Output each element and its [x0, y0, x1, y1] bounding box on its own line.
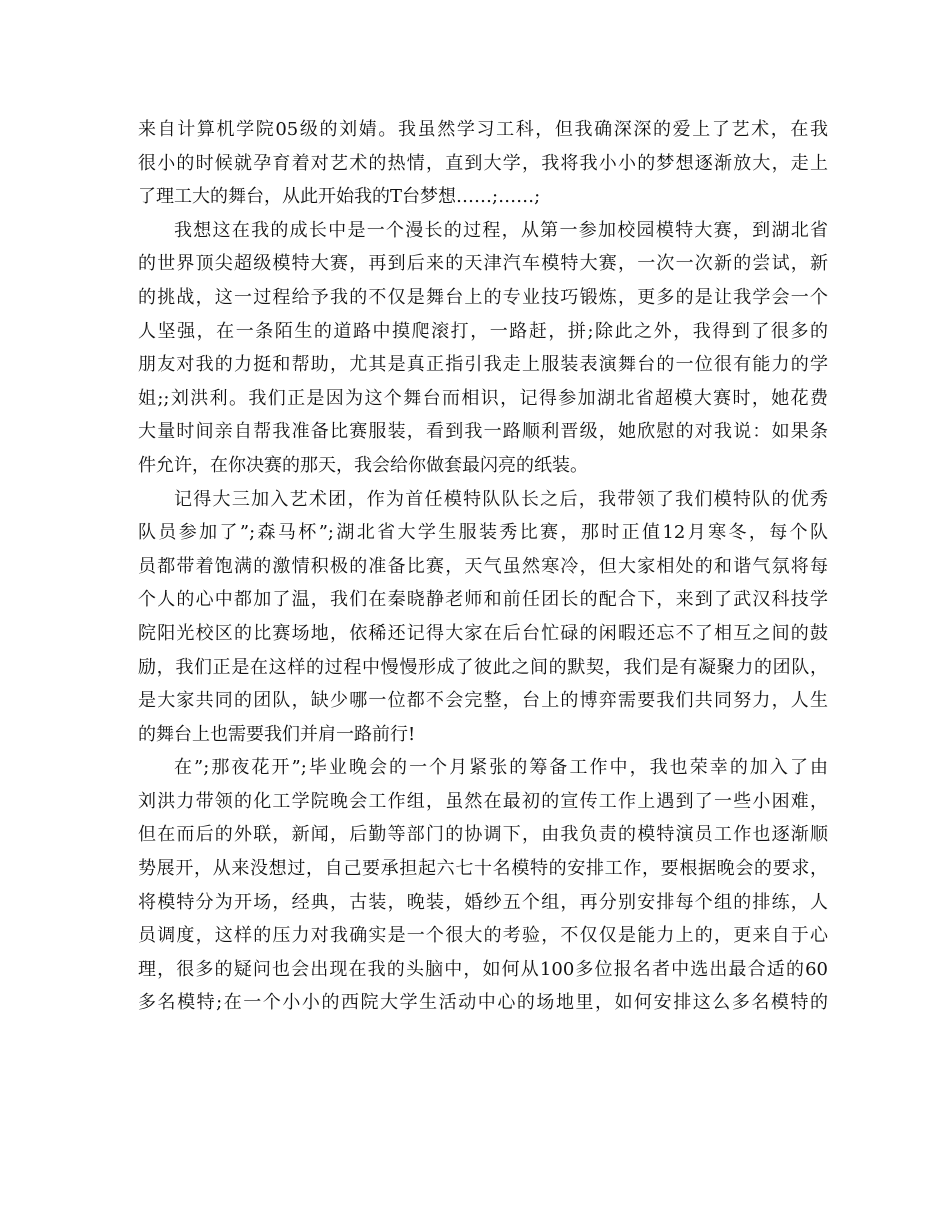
- text-line: 队员参加了”;森马杯”;湖北省大学生服装秀比赛，那时正值12月寒冬，每个队: [138, 522, 828, 544]
- text-line: 势展开，从来没想过，自己要承担起六七十名模特的安排工作，要根据晚会的要求，: [138, 858, 828, 880]
- paragraph-start-line: 我想这在我的成长中是一个漫长的过程，从第一参加校园模特大赛，到湖北省: [174, 219, 828, 241]
- paragraph-start-line: 记得大三加入艺术团，作为首任模特队队长之后，我带领了我们模特队的优秀: [174, 488, 828, 510]
- text-line: 朋友对我的力挺和帮助，尤其是真正指引我走上服装表演舞台的一位很有能力的学: [138, 354, 828, 376]
- text-line: 人坚强，在一条陌生的道路中摸爬滚打，一路赶，拼;除此之外，我得到了很多的: [138, 320, 828, 342]
- text-line: 来自计算机学院05级的刘婧。我虽然学习工科，但我确深深的爱上了艺术，在我: [138, 119, 828, 140]
- text-line: 是大家共同的团队，缺少哪一位都不会完整，台上的博弈需要我们共同努力，人生: [138, 690, 828, 712]
- text-line: 院阳光校区的比赛场地，依稀还记得大家在后台忙碌的闲暇还忘不了相互之间的鼓: [138, 622, 828, 644]
- text-line: 的世界顶尖超级模特大赛，再到后来的天津汽车模特大赛，一次一次新的尝试，新: [138, 253, 828, 275]
- text-line: 件允许，在你决赛的那天，我会给你做套最闪亮的纸装。: [138, 454, 588, 476]
- text-line: 将模特分为开场，经典，古装，晚装，婚纱五个组，再分别安排每个组的排练，人: [138, 891, 828, 913]
- text-line: 个人的心中都加了温，我们在秦晓静老师和前任团长的配合下，来到了武汉科技学: [138, 589, 828, 611]
- text-line: 员调度，这样的压力对我确实是一个很大的考验，不仅仅是能力上的，更来自于心: [138, 925, 828, 947]
- body-text: [138, 113, 828, 1020]
- text-line: 多名模特;在一个小小的西院大学生活动中心的场地里，如何安排这么多名模特的: [138, 992, 828, 1014]
- text-line: 理，很多的疑问也会出现在我的头脑中，如何从100多位报名者中选出最合适的60: [138, 958, 828, 980]
- text-line: 很小的时候就孕育着对艺术的热情，直到大学，我将我小小的梦想逐渐放大，走上: [138, 152, 828, 174]
- text-line: 的舞台上也需要我们并肩一路前行!: [138, 723, 416, 745]
- text-line: 励，我们正是在这样的过程中慢慢形成了彼此之间的默契，我们是有凝聚力的团队，: [138, 656, 828, 678]
- text-line: 姐;;刘洪利。我们正是因为这个舞台而相识，记得参加湖北省超模大赛时，她花费: [138, 387, 828, 409]
- text-line: 但在而后的外联，新闻，后勤等部门的协调下，由我负责的模特演员工作也逐渐顺: [138, 824, 828, 846]
- text-line: 大量时间亲自帮我准备比赛服装，看到我一路顺利晋级，她欣慰的对我说：如果条: [138, 421, 828, 443]
- text-line: 员都带着饱满的激情积极的准备比赛，天气虽然寒冷，但大家相处的和谐气氛将每: [138, 555, 828, 577]
- text-line: 刘洪力带领的化工学院晚会工作组，虽然在最初的宣传工作上遇到了一些小困难，: [138, 790, 828, 812]
- paragraph-start-line: 在”;那夜花开”;毕业晚会的一个月紧张的筹备工作中，我也荣幸的加入了由: [174, 757, 828, 779]
- text-line: 了理工大的舞台，从此开始我的T台梦想……;……;: [138, 186, 541, 208]
- text-line: 的挑战，这一过程给予我的不仅是舞台上的专业技巧锻炼，更多的是让我学会一个: [138, 286, 828, 308]
